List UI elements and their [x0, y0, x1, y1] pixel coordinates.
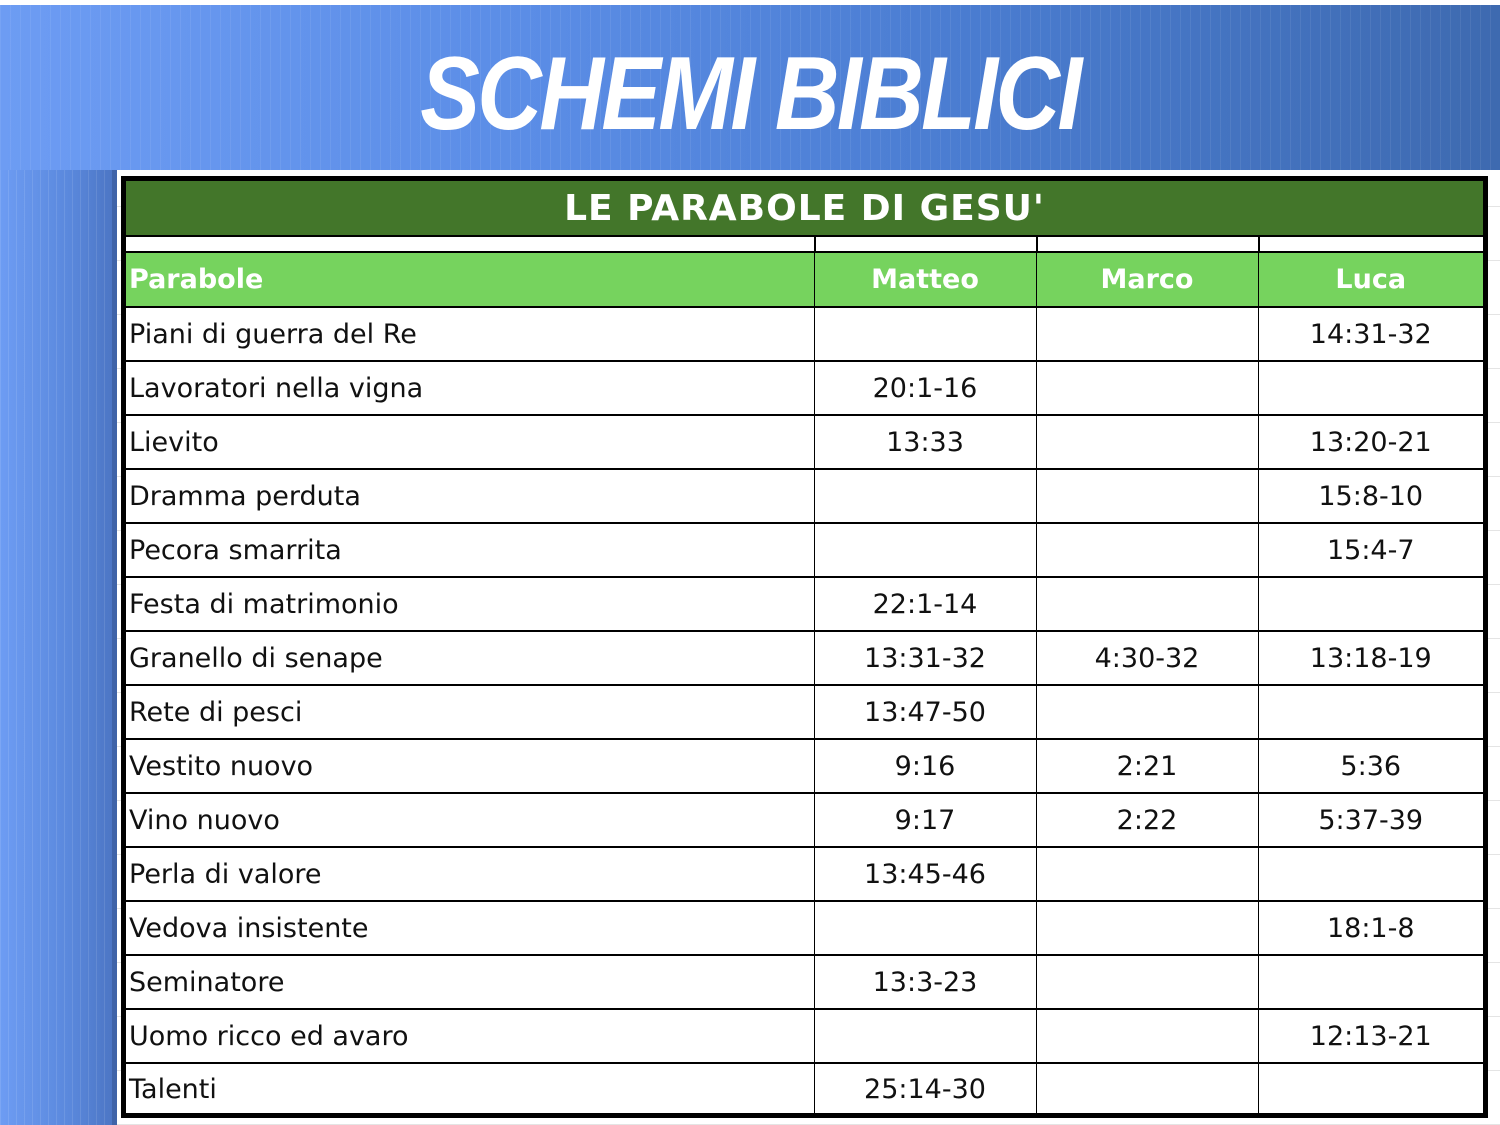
- cell-parable: Pecora smarrita: [126, 523, 814, 577]
- cell-parable: Granello di senape: [126, 631, 814, 685]
- cell-matteo: 20:1-16: [814, 361, 1036, 415]
- table-row: [126, 739, 1483, 793]
- cell-luca: 12:13-21: [1258, 1009, 1483, 1063]
- table-header-row: [126, 253, 1483, 307]
- cell-marco: [1036, 1063, 1258, 1115]
- cell-luca: 14:31-32: [1258, 307, 1483, 361]
- cell-luca: 15:8-10: [1258, 469, 1483, 523]
- left-decorative-strip: [0, 170, 117, 1125]
- table-row: [126, 1063, 1483, 1115]
- cell-parable: Uomo ricco ed avaro: [126, 1009, 814, 1063]
- cell-luca: [1258, 361, 1483, 415]
- spacer-divider: [1036, 237, 1038, 253]
- table-row: [126, 793, 1483, 847]
- parables-table-frame: [121, 176, 1488, 1118]
- cell-luca: 18:1-8: [1258, 901, 1483, 955]
- cell-marco: [1036, 1009, 1258, 1063]
- cell-marco: [1036, 901, 1258, 955]
- cell-parable: Festa di matrimonio: [126, 577, 814, 631]
- table-row: [126, 307, 1483, 361]
- cell-luca: [1258, 577, 1483, 631]
- cell-luca: [1258, 685, 1483, 739]
- top-banner: [0, 0, 1500, 170]
- column-header-matteo: Matteo: [814, 253, 1036, 307]
- cell-parable: Seminatore: [126, 955, 814, 1009]
- cell-matteo: [814, 1009, 1036, 1063]
- table-spacer-row: [126, 237, 1483, 253]
- cell-luca: 13:20-21: [1258, 415, 1483, 469]
- table-row: [126, 415, 1483, 469]
- cell-marco: [1036, 415, 1258, 469]
- cell-parable: Lavoratori nella vigna: [126, 361, 814, 415]
- table-row: [126, 901, 1483, 955]
- cell-matteo: [814, 469, 1036, 523]
- table-row: [126, 523, 1483, 577]
- cell-luca: 5:36: [1258, 739, 1483, 793]
- cell-marco: [1036, 469, 1258, 523]
- parables-table: [126, 253, 1483, 1115]
- column-header-luca: Luca: [1258, 253, 1483, 307]
- cell-luca: 13:18-19: [1258, 631, 1483, 685]
- cell-matteo: [814, 307, 1036, 361]
- cell-matteo: 13:3-23: [814, 955, 1036, 1009]
- cell-parable: Dramma perduta: [126, 469, 814, 523]
- cell-marco: [1036, 685, 1258, 739]
- cell-parable: Talenti: [129, 1074, 217, 1105]
- cell-parable: Perla di valore: [126, 847, 814, 901]
- table-row: [126, 847, 1483, 901]
- table-row: [126, 469, 1483, 523]
- cell-matteo: 9:17: [814, 793, 1036, 847]
- cell-marco: 2:21: [1036, 739, 1258, 793]
- cell-matteo: 25:14-30: [814, 1063, 1036, 1115]
- table-title: LE PARABOLE DI GESU': [126, 181, 1483, 237]
- cell-matteo: 22:1-14: [814, 577, 1036, 631]
- cell-marco: 4:30-32: [1036, 631, 1258, 685]
- column-header-marco: Marco: [1036, 253, 1258, 307]
- column-header-parabole: Parabole: [126, 253, 814, 307]
- cell-luca: 5:37-39: [1258, 793, 1483, 847]
- cell-parable: Lievito: [126, 415, 814, 469]
- cell-matteo: 9:16: [814, 739, 1036, 793]
- banner-title: SCHEMI BIBLICI: [420, 36, 1080, 152]
- cell-luca: [1258, 847, 1483, 901]
- spacer-divider: [814, 237, 816, 253]
- cell-matteo: 13:33: [814, 415, 1036, 469]
- cell-parable: Rete di pesci: [126, 685, 814, 739]
- cell-matteo: 13:31-32: [814, 631, 1036, 685]
- cell-luca: [1258, 1063, 1483, 1115]
- table-row: [126, 361, 1483, 415]
- cell-parable: Vestito nuovo: [126, 739, 814, 793]
- table-row: [126, 685, 1483, 739]
- cell-matteo: 13:45-46: [814, 847, 1036, 901]
- table-row: [126, 577, 1483, 631]
- cell-marco: [1036, 361, 1258, 415]
- cell-parable: Vedova insistente: [126, 901, 814, 955]
- cell-luca: [1258, 955, 1483, 1009]
- cell-marco: [1036, 307, 1258, 361]
- cell-parable: Vino nuovo: [126, 793, 814, 847]
- cell-marco: [1036, 955, 1258, 1009]
- cell-matteo: [814, 901, 1036, 955]
- cell-parable: Piani di guerra del Re: [126, 307, 814, 361]
- cell-marco: [1036, 577, 1258, 631]
- table-row: [126, 631, 1483, 685]
- cell-marco: [1036, 847, 1258, 901]
- table-row: [126, 955, 1483, 1009]
- cell-matteo: 13:47-50: [814, 685, 1036, 739]
- spacer-divider: [1258, 237, 1260, 253]
- table-row: [126, 1009, 1483, 1063]
- cell-matteo: [814, 523, 1036, 577]
- cell-marco: 2:22: [1036, 793, 1258, 847]
- cell-luca: 15:4-7: [1258, 523, 1483, 577]
- cell-marco: [1036, 523, 1258, 577]
